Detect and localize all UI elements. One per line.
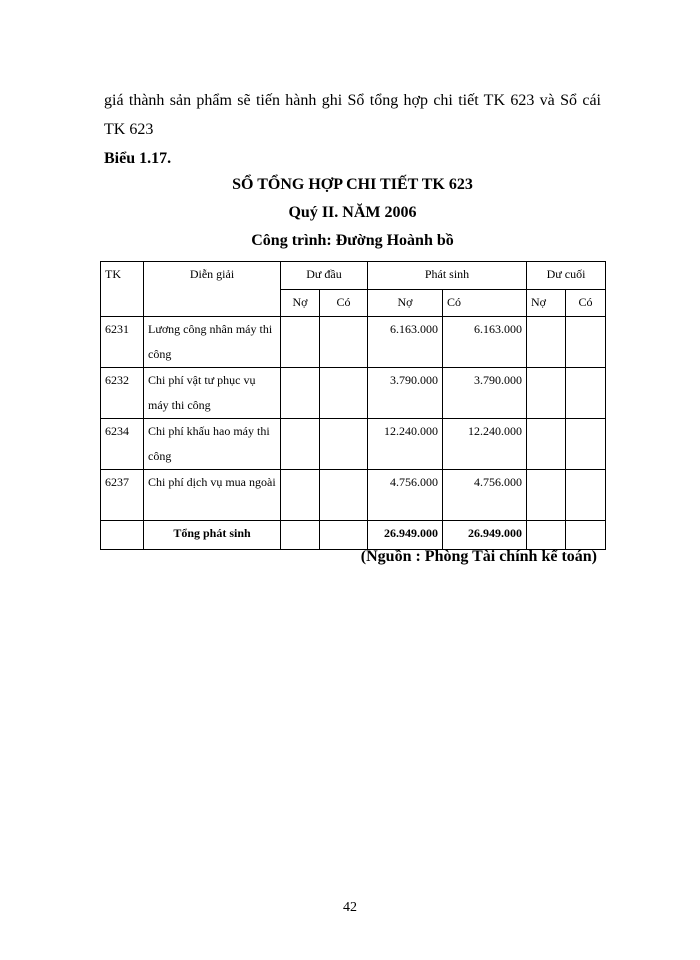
row-description: Chi phí dịch vụ mua ngoài [144,470,281,521]
header-row-1 [101,262,606,290]
header-description: Diễn giải [144,262,281,317]
row-arising-credit: 4.756.000 [443,470,527,521]
page-number: 42 [343,900,357,915]
header-arising: Phát sinh [368,262,527,290]
header-tk: TK [101,262,144,317]
row-account: 6231 [101,317,144,368]
ledger-table [100,261,606,550]
table-row [101,317,606,368]
row-arising-credit: 6.163.000 [443,317,527,368]
header-closing-credit: Có [566,290,606,317]
source-note: (Nguồn : Phòng Tài chính kế toán) [360,548,597,565]
table-row [101,470,606,521]
intro-line-1: giá thành sản phẩm sẽ tiến hành ghi Sổ tổng hợp chi tiết TK 623 và Sổ cái [104,92,601,109]
figure-label: Biểu 1.17. [104,150,172,167]
row-account: 6232 [101,368,144,419]
total-label: Tổng phát sinh [144,521,281,550]
row-arising-debit: 4.756.000 [368,470,443,521]
total-row [101,521,606,550]
header-closing-balance: Dư cuối [527,262,606,290]
total-arising-credit: 26.949.000 [443,521,527,550]
total-arising-debit: 26.949.000 [368,521,443,550]
ledger-project: Công trình: Đường Hoành bồ [251,232,454,249]
row-description: Chi phí vật tư phục vụ máy thi công [144,368,281,419]
ledger-period: Quý II. NĂM 2006 [288,204,417,221]
header-opening-debit: Nợ [281,290,320,317]
intro-paragraph [104,86,601,144]
ledger-title: SỔ TỔNG HỢP CHI TIẾT TK 623 [232,176,473,193]
header-arising-debit: Nợ [368,290,443,317]
row-arising-credit: 12.240.000 [443,419,527,470]
row-arising-debit: 3.790.000 [368,368,443,419]
table-row [101,419,606,470]
header-arising-credit: Có [443,290,527,317]
row-arising-debit: 12.240.000 [368,419,443,470]
row-description: Chi phí khấu hao máy thi công [144,419,281,470]
intro-line-2: TK 623 [104,121,154,138]
header-opening-balance: Dư đầu [281,262,368,290]
table-row [101,368,606,419]
row-account: 6237 [101,470,144,521]
row-arising-debit: 6.163.000 [368,317,443,368]
header-closing-debit: Nợ [527,290,566,317]
row-arising-credit: 3.790.000 [443,368,527,419]
header-opening-credit: Có [320,290,368,317]
row-description: Lương công nhân máy thi công [144,317,281,368]
row-account: 6234 [101,419,144,470]
